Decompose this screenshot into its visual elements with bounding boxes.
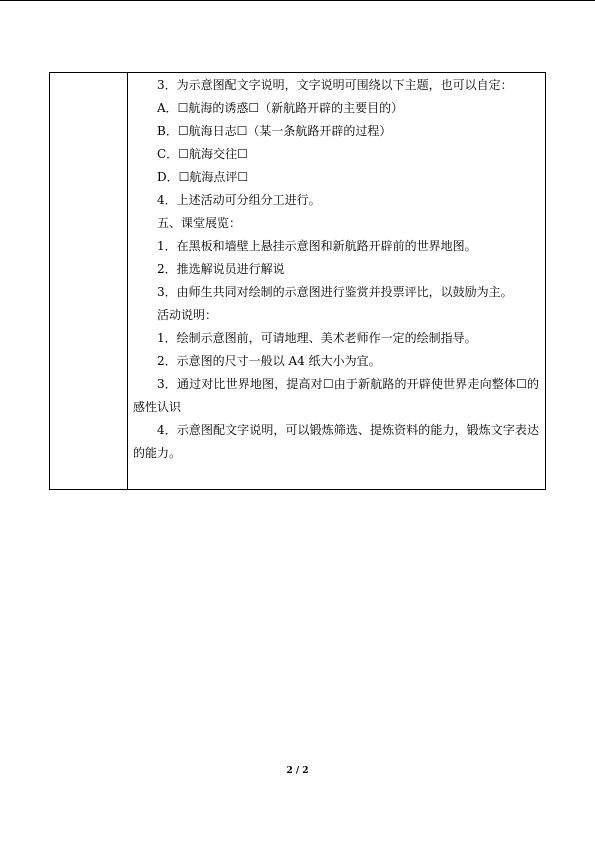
table-column-divider: [127, 72, 128, 490]
section-heading-exhibition: 五、课堂展览：: [157, 216, 242, 230]
text-line-theme-c: C．☐航海交往☐: [157, 147, 248, 161]
section-heading-notes: 活动说明：: [157, 308, 218, 322]
text-line-note-2: 2．示意图的尺寸一般以 A4 纸大小为宜。: [157, 354, 381, 368]
text-line-item4-groups: 4．上述活动可分组分工进行。: [157, 193, 321, 207]
text-line-exhibit-2: 2．推选解说员进行解说: [157, 262, 285, 276]
page-number: 2 / 2: [286, 766, 309, 776]
text-line-theme-b: B．☐航海日志☐（某一条航路开辟的过程）: [157, 124, 392, 138]
text-paragraph-note-3: 3．通过对比世界地图，提高对☐由于新航路的开辟使世界走向整体☐的感性认识: [133, 377, 539, 414]
text-line-exhibit-1: 1．在黑板和墙壁上悬挂示意图和新航路开辟前的世界地图。: [157, 239, 477, 253]
text-line-theme-a: A．☐航海的诱惑☐（新航路开辟的主要目的）: [157, 101, 404, 115]
text-line-note-1: 1．绘制示意图前，可请地理、美术老师作一定的绘制指导。: [157, 331, 477, 345]
text-line-exhibit-3: 3．由师生共同对绘制的示意图进行鉴赏并投票评比，以鼓励为主。: [157, 285, 513, 299]
top-rule: [0, 0, 595, 1]
text-line-item3-caption: 3．为示意图配文字说明，文字说明可围绕以下主题，也可以自定：: [157, 78, 513, 92]
text-paragraph-note-4: 4．示意图配文字说明，可以锻炼筛选、提炼资料的能力，锻炼文字表达的能力。: [133, 423, 539, 460]
text-line-theme-d: D．☐航海点评☐: [157, 170, 249, 184]
table-content-cell: [133, 74, 539, 465]
